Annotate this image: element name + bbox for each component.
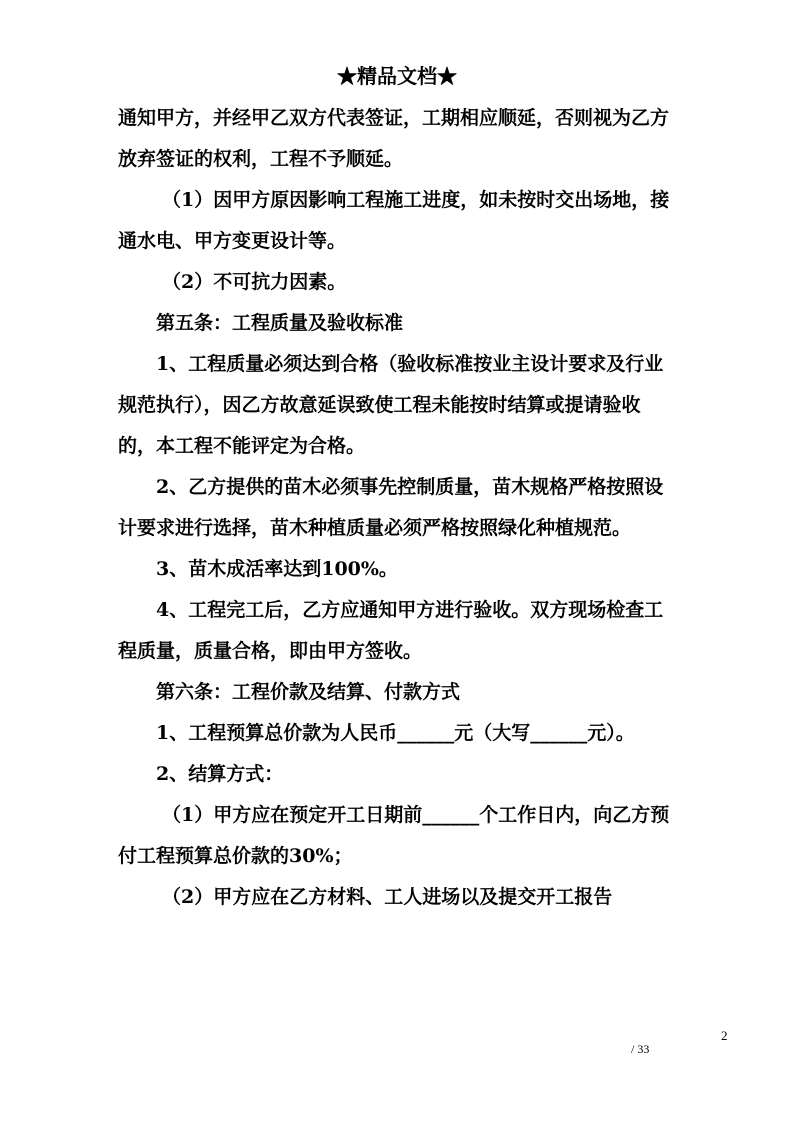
paragraph-1: 通知甲方，并经甲乙双方代表签证，工期相应顺延，否则视为乙方放弃签证的权利，工程不予顺延。 [118, 107, 670, 170]
paragraph-6: 2、乙方提供的苗木必须事先控制质量，苗木规格严格按照设计要求进行选择，苗木种植质量必须严格按照绿化种植规范。 [118, 476, 664, 539]
paragraph-13: （2）甲方应在乙方材料、工人进场以及提交开工报告 [162, 886, 613, 908]
document-body [118, 98, 678, 918]
paragraph-10: 1、工程预算总价款为人民币______元（大写______元）。 [156, 722, 635, 744]
paragraph-7: 3、苗木成活率达到100%。 [156, 558, 398, 580]
paragraph-2: （1）因甲方原因影响工程施工进度，如未按时交出场地，接通水电、甲方变更设计等。 [118, 189, 670, 252]
paragraph-5: 1、工程质量必须达到合格（验收标准按业主设计要求及行业规范执行），因乙方故意延误致使工程未能按时结算或提请验收的，本工程不能评定为合格。 [118, 353, 664, 457]
paragraph-12: （1）甲方应在预定开工日期前______个工作日内，向乙方预付工程预算总价款的30%； [118, 804, 670, 867]
document-header: ★精品文档★ [337, 64, 457, 88]
paragraph-3: （2）不可抗力因素。 [162, 271, 347, 293]
page-number: 2 [721, 1028, 728, 1043]
page-total: / 33 [631, 1042, 650, 1056]
section-heading-6: 第六条：工程价款及结算、付款方式 [156, 681, 461, 703]
section-heading-5: 第五条：工程质量及验收标准 [156, 312, 404, 334]
paragraph-11: 2、结算方式： [156, 763, 284, 785]
paragraph-8: 4、工程完工后，乙方应通知甲方进行验收。双方现场检查工程质量，质量合格，即由甲方签收。 [118, 599, 664, 662]
